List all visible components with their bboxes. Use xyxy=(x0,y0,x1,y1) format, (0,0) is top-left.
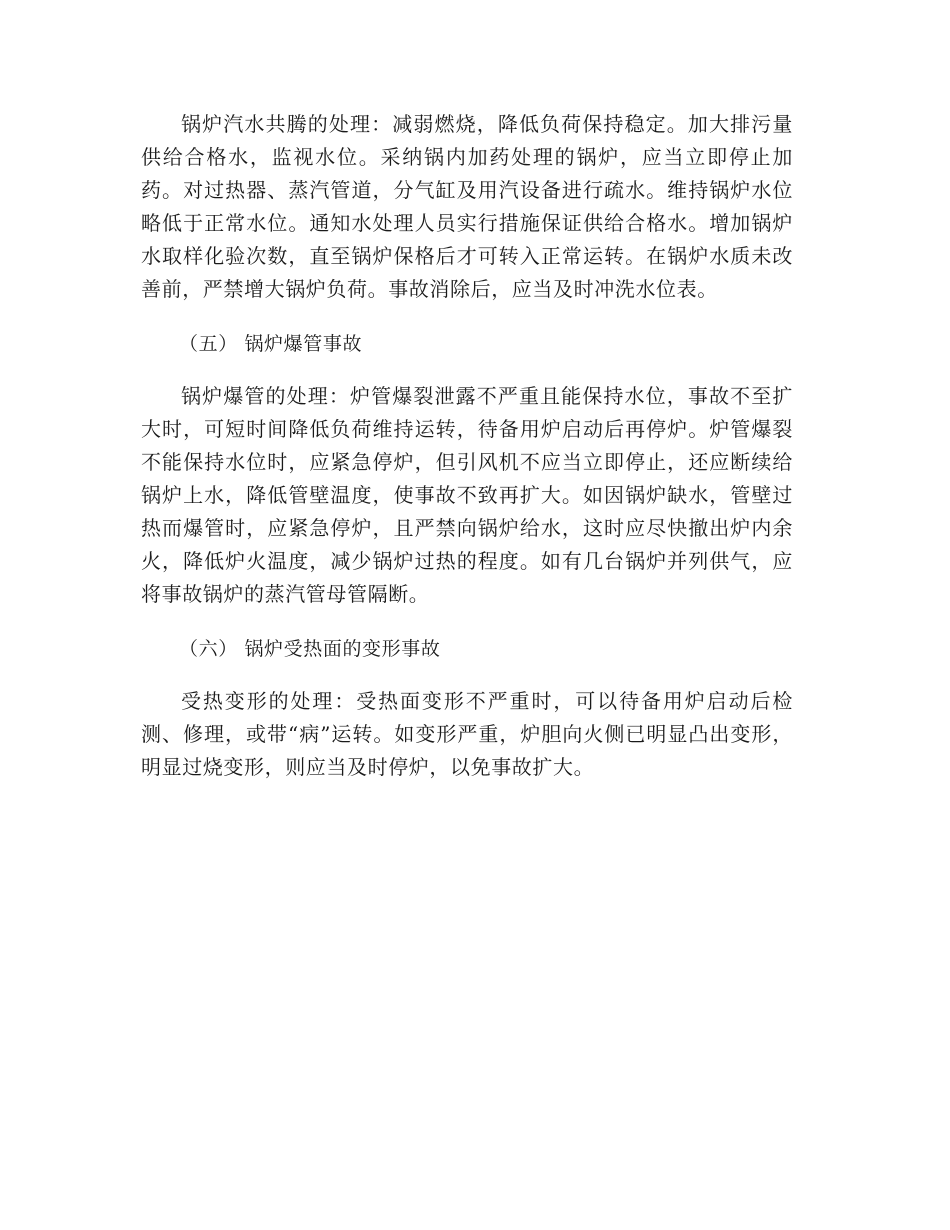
section-heading-heating-surface-deformation: （六） 锅炉受热面的变形事故 xyxy=(179,638,441,660)
paragraph-tube-burst: 锅炉爆管的处理：炉管爆裂泄露不严重且能保持水位，事故不至扩大时，可短时间降低负荷维持运转，待备用炉启动后再停炉。炉管爆裂不能保持水位时，应紧急停炉，但引风机不应当立即停止，还应断续给锅炉上水，降低管壁温度，使事故不致再扩大。如因锅炉缺水，管壁过热而爆管时，应紧急停炉，且严禁向锅炉给水，这时应尽快撤出炉内余火，降低炉火温度，减少锅炉过热的程度。如有几台锅炉并列供气，应将事故锅炉的蒸汽管母管隔断。 xyxy=(141,384,793,606)
section-heading-tube-burst: （五） 锅炉爆管事故 xyxy=(179,333,363,355)
paragraph-heating-surface-deformation: 受热变形的处理：受热面变形不严重时，可以待备用炉启动后检测、修理，或带“病”运转。如变形严重，炉胆向火侧已明显凸出变形，明显过烧变形，则应当及时停炉，以免事故扩大。 xyxy=(141,689,793,779)
document-body xyxy=(141,108,793,784)
paragraph-steam-water-foaming: 锅炉汽水共腾的处理：减弱燃烧，降低负荷保持稳定。加大排污量供给合格水，监视水位。采纳锅内加药处理的锅炉，应当立即停止加药。对过热器、蒸汽管道，分气缸及用汽设备进行疏水。维持锅炉水位略低于正常水位。通知水处理人员实行措施保证供给合格水。增加锅炉水取样化验次数，直至锅炉保格后才可转入正常运转。在锅炉水质未改善前，严禁增大锅炉负荷。事故消除后，应当及时冲洗水位表。 xyxy=(141,112,793,301)
